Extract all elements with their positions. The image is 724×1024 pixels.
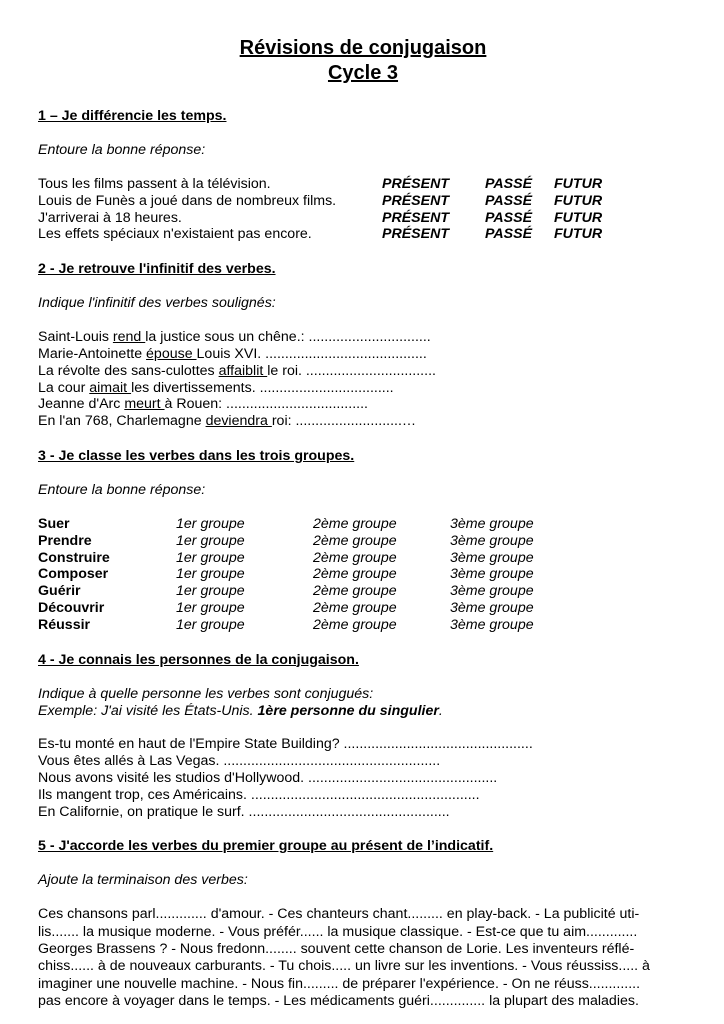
infinitive-row[interactable]	[38, 396, 688, 413]
group-row	[38, 583, 688, 600]
option-group-3[interactable]: 3ème groupe	[450, 566, 534, 583]
verb: Guérir	[38, 583, 81, 600]
sentence-end: Louis XVI. .........................................	[196, 345, 427, 362]
group-row	[38, 550, 688, 567]
option-group-3[interactable]: 3ème groupe	[450, 616, 534, 633]
option-present[interactable]: PRÉSENT	[382, 209, 450, 226]
option-past[interactable]: PASSÉ	[485, 176, 533, 192]
section-5-exercise[interactable]	[38, 906, 688, 1010]
verb: Construire	[38, 549, 110, 566]
option-group-3[interactable]: 3ème groupe	[450, 515, 534, 532]
section-1-instruction: Entoure la bonne réponse:	[38, 142, 206, 158]
person-row[interactable]: Es-tu monté en haut de l'Empire State Building? ................................................	[38, 736, 533, 753]
sentence-end: à Rouen: ....................................	[164, 396, 368, 413]
option-group-2[interactable]: 2ème groupe	[313, 599, 397, 616]
option-group-1[interactable]: 1er groupe	[176, 515, 245, 532]
person-row[interactable]: En Californie, on pratique le surf. ...................................................	[38, 803, 450, 820]
sentence: Les effets spéciaux n'existaient pas encore.	[38, 226, 312, 243]
option-group-2[interactable]: 2ème groupe	[313, 583, 397, 600]
option-group-3[interactable]: 3ème groupe	[450, 583, 534, 600]
group-row	[38, 533, 688, 550]
paragraph-line: imaginer une nouvelle machine. - Nous fin......... de préparer l'expérience. - On ne réuss.............	[38, 975, 641, 992]
paragraph-line: Ces chansons parl............. d'amour. - Ces chanteurs chant......... en play-back. - La publicité uti-	[38, 906, 640, 923]
option-group-1[interactable]: 1er groupe	[176, 583, 245, 600]
option-future[interactable]: FUTUR	[554, 226, 603, 243]
infinitive-row[interactable]	[38, 413, 688, 430]
section-1-exercise	[38, 176, 688, 243]
page-title: Révisions de conjugaison	[239, 37, 487, 59]
sentence-end: la justice sous un chêne.: ...............................	[145, 329, 431, 346]
option-past[interactable]: PASSÉ	[485, 192, 533, 209]
tense-row	[38, 210, 688, 227]
option-group-1[interactable]: 1er groupe	[176, 566, 245, 583]
option-group-1[interactable]: 1er groupe	[176, 532, 245, 549]
option-group-2[interactable]: 2ème groupe	[313, 616, 397, 633]
sentence-start: Saint-Louis	[38, 329, 113, 346]
section-4-instruction: Indique à quelle personne les verbes sont conjugués:	[38, 685, 374, 702]
section-4-example	[38, 703, 688, 720]
section-5-instruction: Ajoute la terminaison des verbes:	[38, 872, 248, 889]
example-end: .	[438, 702, 443, 719]
section-4-exercise	[38, 736, 688, 820]
underlined-verb: meurt	[124, 396, 165, 413]
option-group-1[interactable]: 1er groupe	[176, 599, 245, 616]
infinitive-row[interactable]	[38, 363, 688, 380]
infinitive-row[interactable]	[38, 329, 688, 346]
option-group-2[interactable]: 2ème groupe	[313, 566, 397, 583]
sentence-start: La révolte des sans-culottes	[38, 362, 219, 379]
option-group-3[interactable]: 3ème groupe	[450, 599, 534, 616]
section-2-instruction: Indique l'infinitif des verbes soulignés:	[38, 295, 276, 312]
section-2-heading: 2 - Je retrouve l'infinitif des verbes.	[38, 261, 276, 278]
underlined-verb: deviendra	[205, 413, 272, 430]
group-row	[38, 617, 688, 634]
sentence-start: Marie-Antoinette	[38, 345, 147, 362]
section-3-instruction: Entoure la bonne réponse:	[38, 481, 206, 498]
tense-row	[38, 226, 688, 243]
group-row	[38, 600, 688, 617]
underlined-verb: aimait	[89, 379, 132, 396]
page-subtitle: Cycle 3	[327, 62, 399, 84]
option-past[interactable]: PASSÉ	[485, 226, 533, 243]
option-group-1[interactable]: 1er groupe	[176, 549, 245, 566]
example-sentence: Exemple: J'ai visité les États-Unis.	[38, 702, 258, 719]
section-2-exercise	[38, 329, 688, 430]
sentence-end: les divertissements. ..................................	[131, 379, 394, 396]
sentence-end: roi: ...........................…	[271, 413, 417, 430]
paragraph-line: chiss...... à de nouveaux carburants. - Tu chois..... un livre sur les inventions. - Vous réussiss..... à	[38, 958, 650, 975]
verb: Suer	[38, 515, 70, 532]
person-row[interactable]: Nous avons visité les studios d'Hollywood. ................................................	[38, 769, 498, 786]
worksheet	[38, 36, 688, 1010]
option-group-2[interactable]: 2ème groupe	[313, 532, 397, 549]
section-4-heading: 4 - Je connais les personnes de la conjugaison.	[38, 651, 359, 668]
group-row	[38, 516, 688, 533]
sentence: J'arriverai à 18 heures.	[38, 209, 182, 226]
person-row[interactable]: Ils mangent trop, ces Américains. ..........................................................	[38, 786, 480, 803]
option-group-3[interactable]: 3ème groupe	[450, 532, 534, 549]
tense-row	[38, 193, 688, 210]
group-row	[38, 566, 688, 583]
infinitive-row[interactable]	[38, 346, 688, 363]
section-5-heading: 5 - J'accorde les verbes du premier groupe au présent de l’indicatif.	[38, 838, 494, 855]
verb: Réussir	[38, 616, 91, 633]
option-group-2[interactable]: 2ème groupe	[313, 549, 397, 566]
sentence: Louis de Funès a joué dans de nombreux films.	[38, 192, 337, 209]
underlined-verb: rend	[112, 329, 146, 346]
verb: Composer	[38, 566, 109, 583]
paragraph-line: pas encore à voyager dans le temps. - Les médicaments guéri.............. la plupart des maladies.	[38, 992, 639, 1009]
option-past[interactable]: PASSÉ	[485, 209, 533, 226]
option-present[interactable]: PRÉSENT	[382, 192, 450, 209]
paragraph-line: lis....... la musique moderne. - Vous préfér...... la musique classique. - Est-ce que tu aim.............	[38, 923, 638, 940]
option-future[interactable]: FUTUR	[554, 209, 603, 226]
infinitive-row[interactable]	[38, 380, 688, 397]
option-present[interactable]: PRÉSENT	[382, 176, 450, 192]
paragraph-line: Georges Brassens ? - Nous fredonn........ souvent cette chanson de Lorie. Les inventeurs réflé-	[38, 940, 635, 957]
option-future[interactable]: FUTUR	[554, 176, 603, 192]
sentence-start: La cour	[38, 379, 90, 396]
section-3-heading: 3 - Je classe les verbes dans les trois groupes.	[38, 447, 355, 464]
sentence-start: En l'an 768, Charlemagne	[38, 413, 206, 430]
section-3-exercise	[38, 516, 688, 634]
example-answer: 1ère personne du singulier	[257, 702, 439, 719]
underlined-verb: épouse	[146, 345, 197, 362]
person-row[interactable]: Vous êtes allés à Las Vegas. .......................................................	[38, 753, 441, 770]
verb: Découvrir	[38, 599, 105, 616]
option-group-1[interactable]: 1er groupe	[176, 616, 245, 633]
underlined-verb: affaiblit	[218, 362, 268, 379]
option-group-2[interactable]: 2ème groupe	[313, 515, 397, 532]
sentence: Tous les films passent à la télévision.	[38, 176, 271, 192]
tense-row	[38, 176, 688, 193]
sentence-end: le roi. .................................	[267, 362, 436, 379]
option-future[interactable]: FUTUR	[554, 192, 603, 209]
sentence-start: Jeanne d'Arc	[38, 396, 125, 413]
verb: Prendre	[38, 532, 92, 549]
option-present[interactable]: PRÉSENT	[382, 226, 450, 243]
option-group-3[interactable]: 3ème groupe	[450, 549, 534, 566]
section-1-heading: 1 – Je différencie les temps.	[38, 108, 227, 124]
